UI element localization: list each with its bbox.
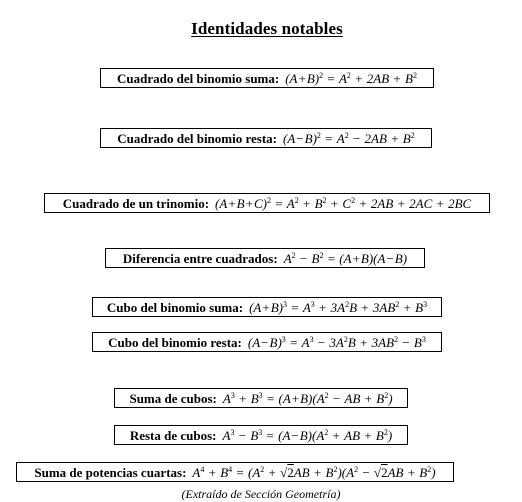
identity-formula: $(A-B)^2 = A^2 - 2AB + B^2$ xyxy=(283,130,415,146)
identity-box-sum-of-cubes xyxy=(114,388,408,408)
identity-box-sum-of-fourth-powers xyxy=(16,462,454,482)
identity-box-binomial-square-difference xyxy=(100,128,432,148)
identity-formula: $(A+B)^2 = A^2 + 2AB + B^2$ xyxy=(285,70,417,86)
identity-label: Cubo del binomio suma: xyxy=(106,299,244,315)
identity-formula: $A^4 + B^4 = (A^2 + √2AB + B^2)(A^2 - √2AB + B^2)$ xyxy=(192,464,436,480)
identity-box-binomial-square-sum xyxy=(100,68,434,88)
identity-label: Cuadrado del binomio suma: xyxy=(117,70,280,86)
identity-label: Suma de cubos: xyxy=(129,390,217,406)
sqrt-symbol: √2 xyxy=(373,464,388,480)
identity-formula: $A^3 - B^3 = (A-B)(A^2$ + AB + $B^2$) xyxy=(222,427,393,443)
identity-label: Cubo del binomio resta: xyxy=(108,334,242,350)
identity-label: Suma de potencias cuartas: xyxy=(34,464,187,480)
identity-box-trinomial-square xyxy=(44,193,490,213)
identity-label: Cuadrado de un trinomio: xyxy=(62,195,210,211)
identity-formula: $A^3 + B^3 = (A+B)(A^2$ − AB + $B^2$) xyxy=(222,390,393,406)
identity-formula: $(A-B)^3 = A^3 - 3A^2B + 3AB^2 - B^3$ xyxy=(247,334,426,350)
identity-formula: $A^2 - B^2 = (A+B)(A-B)$ xyxy=(283,250,408,266)
source-footer: (Extraído de Sección Geometría) xyxy=(181,487,341,501)
identity-box-binomial-cube-difference xyxy=(92,332,442,352)
identity-formula: $(A+B)^3 = A^3 + 3A^2B + 3AB^2 + B^3$ xyxy=(249,299,428,315)
identity-label: Resta de cubos: xyxy=(129,427,217,443)
page-title: Identidades notables xyxy=(191,19,343,38)
identity-formula: $(A+B+C)^2 = A^2 + B^2 + C^2 + 2AB + 2AC + 2BC$ xyxy=(215,195,472,211)
sqrt-symbol: √2 xyxy=(280,464,294,480)
identity-label: Diferencia entre cuadrados: xyxy=(122,250,278,266)
identity-box-difference-of-cubes xyxy=(114,425,408,445)
identity-box-binomial-cube-sum xyxy=(92,297,442,317)
identity-label: Cuadrado del binomio resta: xyxy=(117,130,277,146)
identity-box-difference-of-squares xyxy=(105,248,425,268)
